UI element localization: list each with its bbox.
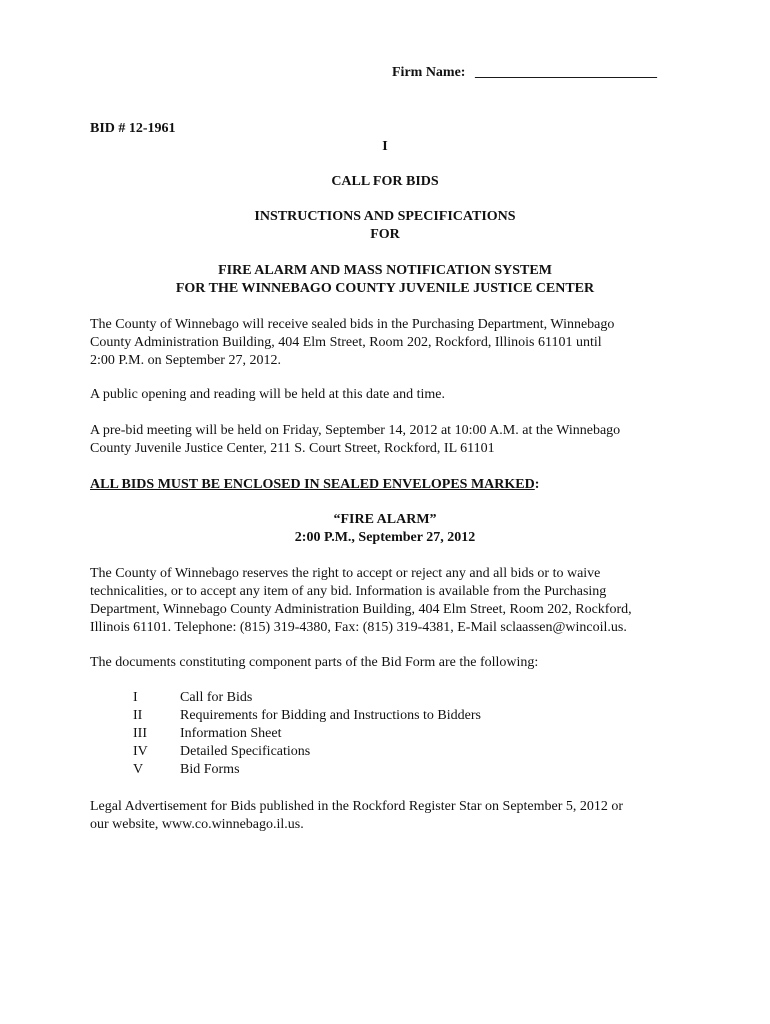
list-item-number: I (133, 690, 138, 705)
list-item-text: Bid Forms (180, 762, 240, 777)
list-item (90, 689, 590, 707)
intro-line-1: The County of Winnebago will receive sealed bids in the Purchasing Department, Winnebago (90, 317, 615, 332)
intro-line-3: 2:00 P.M. on September 27, 2012. (90, 353, 281, 368)
list-item-number: V (133, 762, 144, 777)
project-title-line1: FIRE ALARM AND MASS NOTIFICATION SYSTEM (218, 263, 552, 278)
project-title-line2: FOR THE WINNEBAGO COUNTY JUVENILE JUSTICE CENTER (175, 281, 595, 296)
firm-name-label: Firm Name: (392, 65, 466, 80)
list-item-number: IV (133, 744, 148, 759)
opening-paragraph (90, 386, 690, 404)
firm-name-line (392, 64, 657, 82)
envelope-marking-line2: 2:00 P.M., September 27, 2012 (294, 530, 476, 545)
list-item (90, 761, 590, 779)
reserve-line-4: Illinois 61101. Telephone: (815) 319-4380, Fax: (815) 319-4381, E-Mail sclaassen@wincoil.us. (90, 620, 627, 635)
documents-intro-line: The documents constituting component parts of the Bid Form are the following: (90, 655, 539, 670)
legal-line-1: Legal Advertisement for Bids published in the Rockford Register Star on September 5, 2012 or (90, 799, 624, 814)
reserve-line-2: technicalities, or to accept any item of any bid. Information is available from the Purchasing (90, 584, 607, 599)
sealed-heading-text: ALL BIDS MUST BE ENCLOSED IN SEALED ENVELOPES MARKED (90, 477, 535, 492)
list-item-number: III (133, 726, 147, 741)
reserve-line-3: Department, Winnebago County Administration Building, 404 Elm Street, Room 202, Rockford, (90, 602, 632, 617)
envelope-marking-line1: “FIRE ALARM” (333, 512, 437, 527)
list-item-text: Detailed Specifications (180, 744, 311, 759)
section-numeral: I (382, 139, 388, 154)
bid-number: BID # 12-1961 (90, 121, 176, 136)
prebid-line-2: County Juvenile Justice Center, 211 S. Court Street, Rockford, IL 61101 (90, 441, 495, 456)
prebid-line-1: A pre-bid meeting will be held on Friday, September 14, 2012 at 10:00 A.M. at the Winnebago (90, 423, 621, 438)
instructions-title-line2: FOR (370, 227, 400, 242)
prebid-paragraph (90, 422, 690, 458)
reserve-line-1: The County of Winnebago reserves the right to accept or reject any and all bids or to waive (90, 566, 601, 581)
intro-paragraph (90, 316, 690, 370)
legal-line-2: our website, www.co.winnebago.il.us. (90, 817, 304, 832)
list-item (90, 707, 590, 725)
intro-line-2: County Administration Building, 404 Elm Street, Room 202, Rockford, Illinois 61101 until (90, 335, 602, 350)
reserve-paragraph (90, 565, 690, 637)
list-item (90, 725, 590, 743)
legal-advertisement-paragraph (90, 798, 690, 834)
sealed-heading-colon: : (534, 477, 540, 492)
list-item (90, 743, 590, 761)
list-item-text: Requirements for Bidding and Instructions to Bidders (180, 708, 481, 723)
call-for-bids-title: CALL FOR BIDS (331, 174, 439, 189)
sealed-envelopes-heading (90, 476, 690, 494)
list-item-text: Call for Bids (180, 690, 253, 705)
list-item-number: II (133, 708, 143, 723)
instructions-title-line1: INSTRUCTIONS AND SPECIFICATIONS (254, 209, 516, 224)
documents-intro (90, 654, 690, 672)
firm-name-blank: __________________________ (474, 65, 657, 80)
list-item-text: Information Sheet (180, 726, 282, 741)
opening-line: A public opening and reading will be held at this date and time. (90, 387, 445, 402)
